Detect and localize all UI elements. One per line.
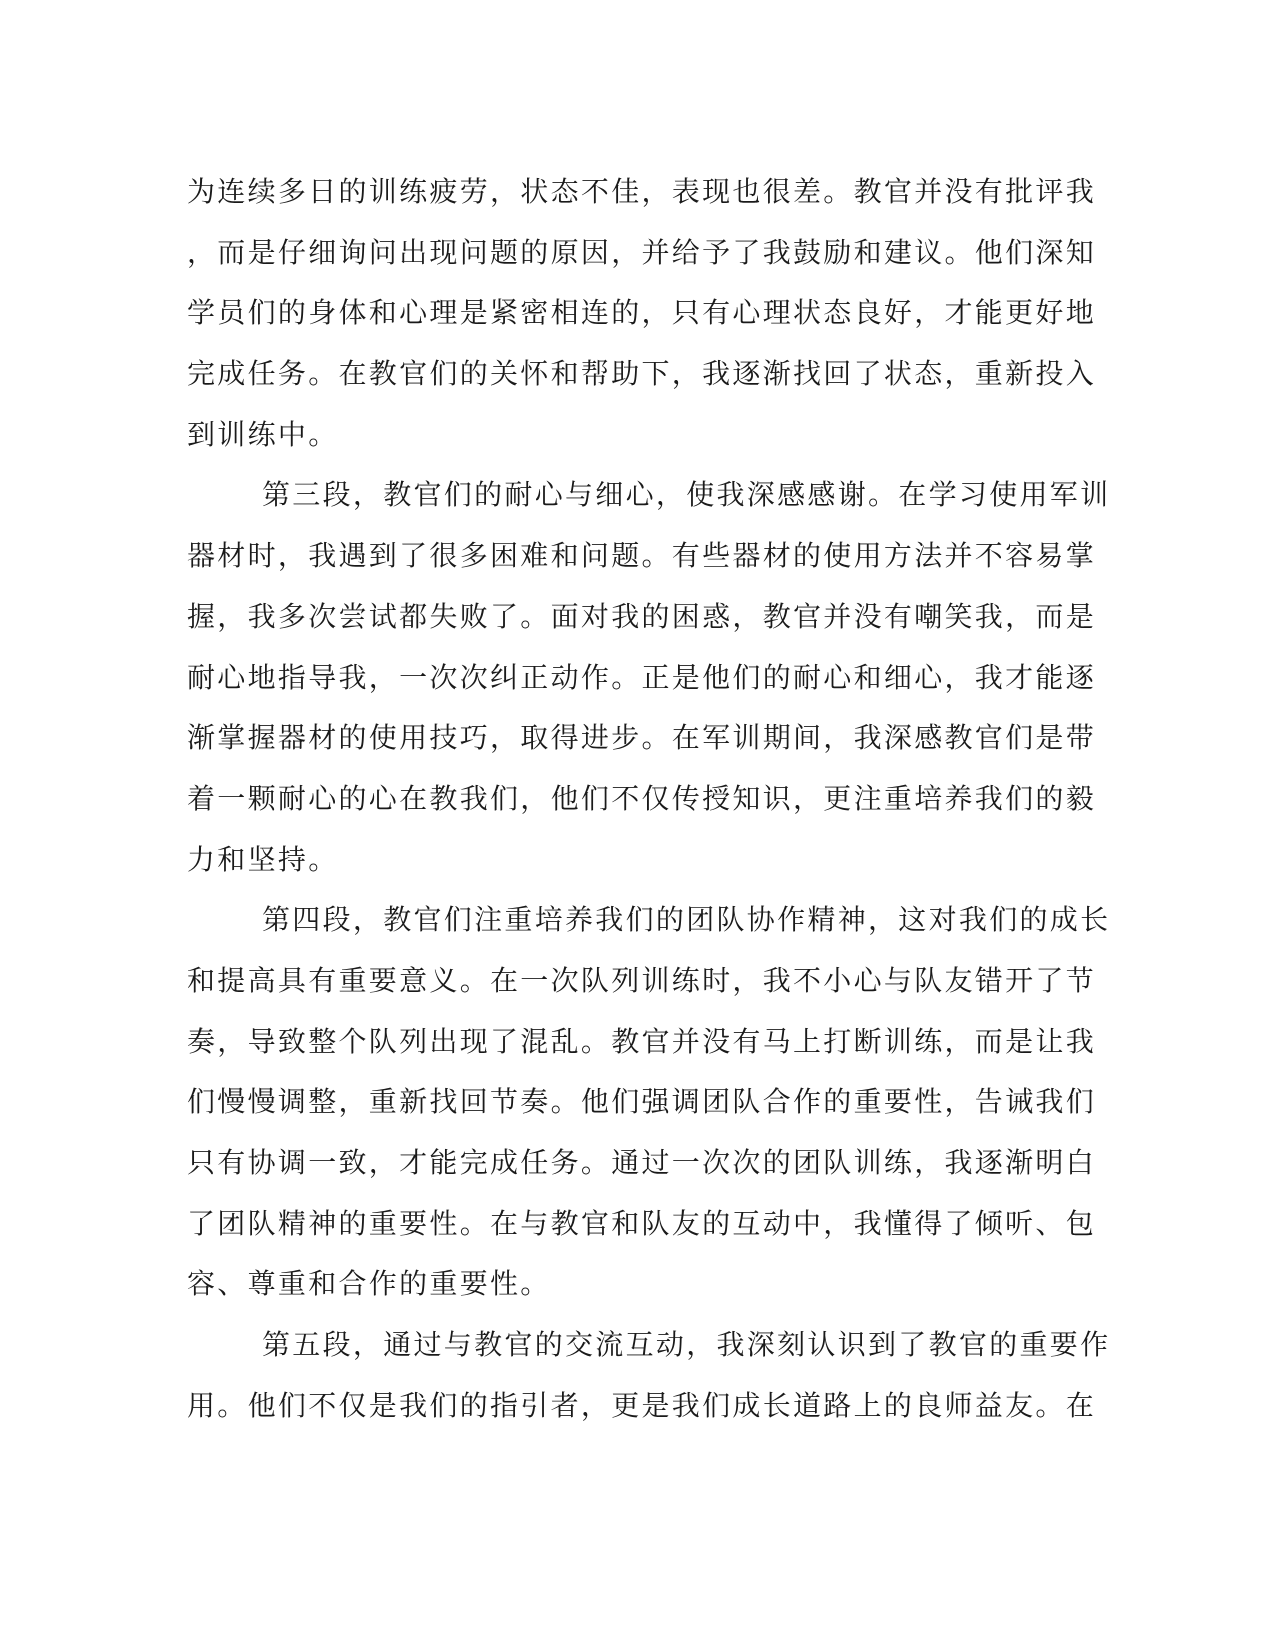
text-line: ，而是仔细询问出现问题的原因，并给予了我鼓励和建议。他们深知 [187,235,1097,269]
paragraph-start-line: 第四段，教官们注重培养我们的团队协作精神，这对我们的成长 [262,903,1111,937]
text-line: 渐掌握器材的使用技巧，取得进步。在军训期间，我深感教官们是带 [187,721,1097,755]
text-line: 到训练中。 [187,417,339,451]
text-line: 为连续多日的训练疲劳，状态不佳，表现也很差。教官并没有批评我 [187,175,1097,208]
text-line: 器材时，我遇到了很多困难和问题。有些器材的使用方法并不容易掌 [187,539,1097,573]
text-line: 了团队精神的重要性。在与教官和队友的互动中，我懂得了倾听、包 [187,1206,1097,1240]
paragraph-start-line: 第五段，通过与教官的交流互动，我深刻认识到了教官的重要作 [262,1328,1111,1362]
text-line: 着一颗耐心的心在教我们，他们不仅传授知识，更注重培养我们的毅 [187,781,1097,815]
text-line: 奏，导致整个队列出现了混乱。教官并没有马上打断训练，而是让我 [187,1024,1097,1058]
document-body [187,162,1111,1436]
text-line: 容、尊重和合作的重要性。 [187,1267,551,1301]
text-line: 握，我多次尝试都失败了。面对我的困惑，教官并没有嘲笑我，而是 [187,599,1097,633]
text-line: 用。他们不仅是我们的指引者，更是我们成长道路上的良师益友。在 [187,1388,1097,1422]
text-line: 完成任务。在教官们的关怀和帮助下，我逐渐找回了状态，重新投入 [187,357,1097,391]
text-line: 学员们的身体和心理是紧密相连的，只有心理状态良好，才能更好地 [187,296,1097,330]
paragraph-start-line: 第三段，教官们的耐心与细心，使我深感感谢。在学习使用军训 [262,478,1111,512]
text-line: 们慢慢调整，重新找回节奏。他们强调团队合作的重要性，告诫我们 [187,1085,1097,1119]
text-line: 只有协调一致，才能完成任务。通过一次次的团队训练，我逐渐明白 [187,1146,1097,1179]
text-line: 和提高具有重要意义。在一次队列训练时，我不小心与队友错开了节 [187,963,1097,997]
text-line: 力和坚持。 [187,842,339,876]
text-line: 耐心地指导我，一次次纠正动作。正是他们的耐心和细心，我才能逐 [187,660,1097,694]
